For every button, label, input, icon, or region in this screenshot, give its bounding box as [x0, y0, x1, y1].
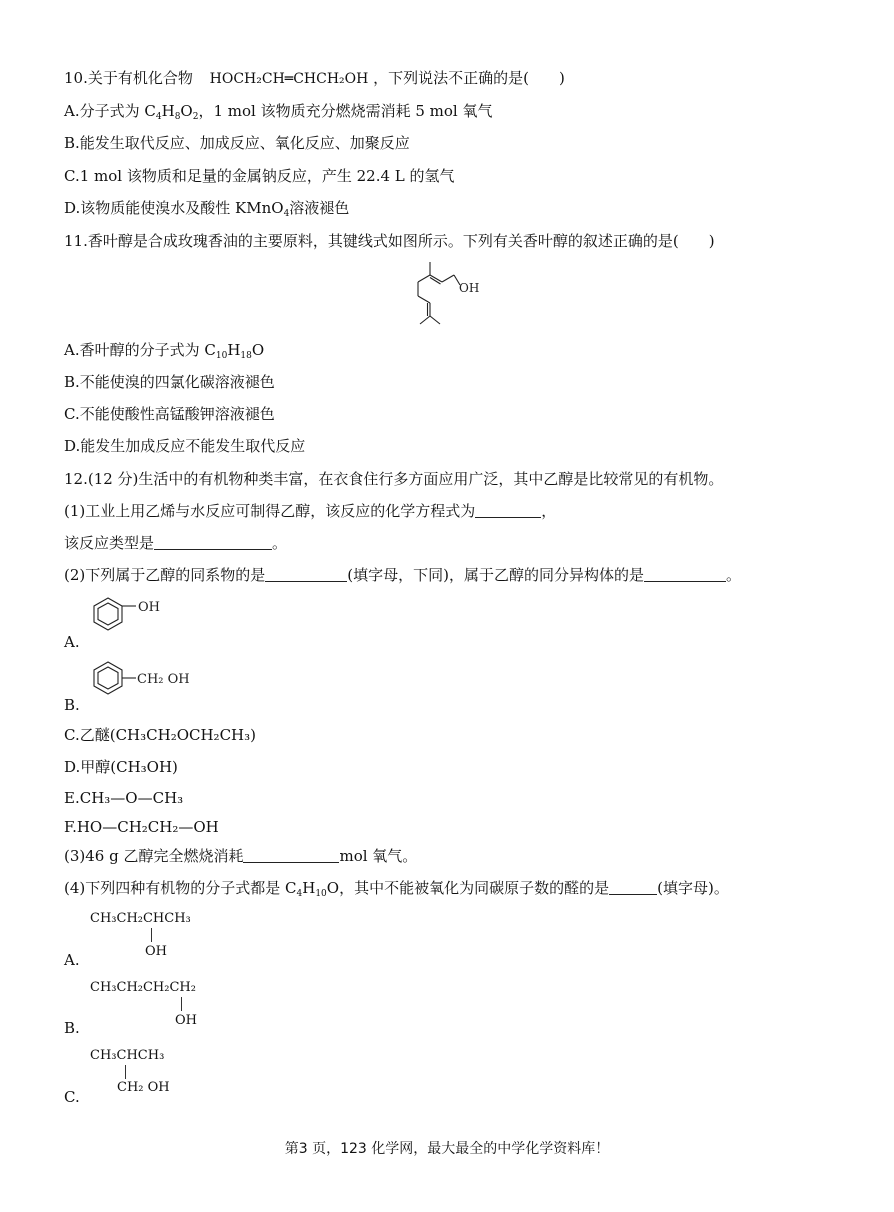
q10-d-tail: 溶液褪色 [289, 199, 350, 217]
benzyl-ch2oh-label: CH₂ OH [137, 672, 190, 687]
q12-p4-option-c-label: C. [64, 1088, 80, 1106]
q12-part1 [64, 501, 556, 521]
q12-part1-type [64, 533, 287, 553]
q10-a-tail: ，1 mol 该物质充分燃烧需消耗 5 mol 氧气 [198, 102, 493, 120]
answer-blank[interactable] [243, 848, 339, 863]
q12-p1b-text: 该反应类型是 [64, 534, 155, 552]
q10-formula: HOCH₂CH═CHCH₂OH [209, 71, 369, 87]
q10-a-text: A.分子式为 C [64, 102, 156, 120]
q11-option-d: D.能发生加成反应不能发生取代反应 [64, 437, 306, 455]
q12-p4-o: O [326, 879, 340, 897]
q12-part3 [64, 846, 417, 866]
q11-a-h: H [227, 341, 241, 359]
q10-option-a [64, 101, 493, 127]
q11-option-b: B.不能使溴的四氯化碳溶液褪色 [64, 373, 275, 391]
q10-option-b: B.能发生取代反应、加成反应、氧化反应、加聚反应 [64, 134, 410, 152]
phenol-oh-label: OH [138, 600, 160, 615]
q11-option-a [64, 340, 264, 366]
page-footer: 第3 页，123 化学网，最大最全的中学化学资料库！ [284, 1141, 610, 1157]
p4-a-main-chain: CH₃CH₂CHCH₃ [90, 911, 191, 926]
q12-p2-option-c: C.乙醚(CH₃CH₂OCH₂CH₃) [64, 726, 256, 744]
q12-p3-tail: mol 氧气。 [339, 847, 418, 865]
q12-p4-sub: 4 [296, 889, 303, 899]
phenol-structure [88, 596, 168, 636]
geraniol-oh-label: OH [459, 281, 480, 295]
q11-a-text: A.香叶醇的分子式为 C [64, 341, 216, 359]
p4-a-bond [151, 928, 152, 942]
q12-p2-option-a-label: A. [64, 633, 80, 651]
q11-a-sub: 10 [215, 351, 228, 361]
q12-part4 [64, 878, 729, 904]
p4-c-ch2oh: CH₂ OH [117, 1080, 170, 1095]
q12-p4-text: (4)下列四种有机物的分子式都是 C [64, 879, 297, 897]
q12-stem: 12.(12 分)生活中的有机物种类丰富，在衣食住行多方面应用广泛，其中乙醇是比较常见的有机物。 [64, 470, 724, 488]
answer-blank[interactable] [475, 503, 541, 518]
q11-stem: 11.香叶醇是合成玫瑰香油的主要原料，其键线式如图所示。下列有关香叶醇的叙述正确的是( ) [64, 232, 715, 250]
q12-p3-text: (3)46 g 乙醇完全燃烧消耗 [64, 847, 244, 865]
q10-option-c: C.1 mol 该物质和足量的金属钠反应，产生 22.4 L 的氢气 [64, 167, 455, 185]
answer-blank[interactable] [265, 567, 347, 582]
q12-p2-text: (2)下列属于乙醇的同系物的是 [64, 566, 266, 584]
q10-a-sub: 2 [192, 112, 199, 122]
q12-p1-text: (1)工业上用乙烯与水反应可制得乙醇，该反应的化学方程式为 [64, 502, 476, 520]
q12-p2-option-e: E.CH₃—O—CH₃ [64, 789, 184, 807]
p4-b-bond [181, 997, 182, 1011]
q12-p1b-tail: 。 [272, 534, 288, 552]
p4-c-main-chain: CH₃CHCH₃ [90, 1048, 165, 1063]
q11-a-sub: 18 [240, 351, 252, 361]
q10-a-sub: 8 [174, 112, 181, 122]
q12-p2-option-b-label: B. [64, 696, 80, 714]
q10-a-sub: 4 [155, 112, 162, 122]
q12-part2 [64, 565, 741, 585]
q12-p4-h: H [302, 879, 316, 897]
q10-stem [64, 68, 565, 89]
answer-blank[interactable] [644, 567, 726, 582]
q12-p4-mid: ，其中不能被氧化为同碳原子数的醛的是 [339, 879, 610, 897]
answer-blank[interactable] [154, 535, 272, 550]
q10-option-d [64, 198, 349, 224]
q12-p4-option-b-label: B. [64, 1019, 80, 1037]
q10-a-h: H [161, 102, 175, 120]
q10-a-o: O [180, 102, 193, 120]
q12-p4-tail: (填字母)。 [657, 879, 729, 897]
p4-b-main-chain: CH₃CH₂CH₂CH₂ [90, 980, 196, 995]
q12-p4-sub: 10 [315, 889, 327, 899]
q11-option-c: C.不能使酸性高锰酸钾溶液褪色 [64, 405, 275, 423]
p4-a-oh: OH [145, 944, 167, 959]
q12-p4-option-a-label: A. [64, 951, 80, 969]
p4-c-bond [125, 1065, 126, 1079]
q10-d-text: D.该物质能使溴水及酸性 KMnO [64, 199, 284, 217]
geraniol-structure [400, 260, 490, 330]
q12-p2-option-d: D.甲醇(CH₃OH) [64, 758, 178, 776]
q12-p2-mid: (填字母，下同)，属于乙醇的同分异构体的是 [347, 566, 644, 584]
q12-p1-tail: ， [541, 502, 557, 520]
q12-p2-option-f: F.HO—CH₂CH₂—OH [64, 818, 219, 836]
q10-stem-text: 10.关于有机化合物 [64, 69, 193, 87]
answer-blank[interactable] [609, 880, 657, 895]
p4-b-oh: OH [175, 1013, 197, 1028]
q11-a-o: O [251, 341, 265, 359]
q12-p2-tail: 。 [725, 566, 741, 584]
benzyl-alcohol-structure [88, 660, 198, 700]
q10-d-sub: 4 [283, 209, 290, 219]
q10-stem-tail: ，下列说法不正确的是( ) [373, 69, 565, 87]
